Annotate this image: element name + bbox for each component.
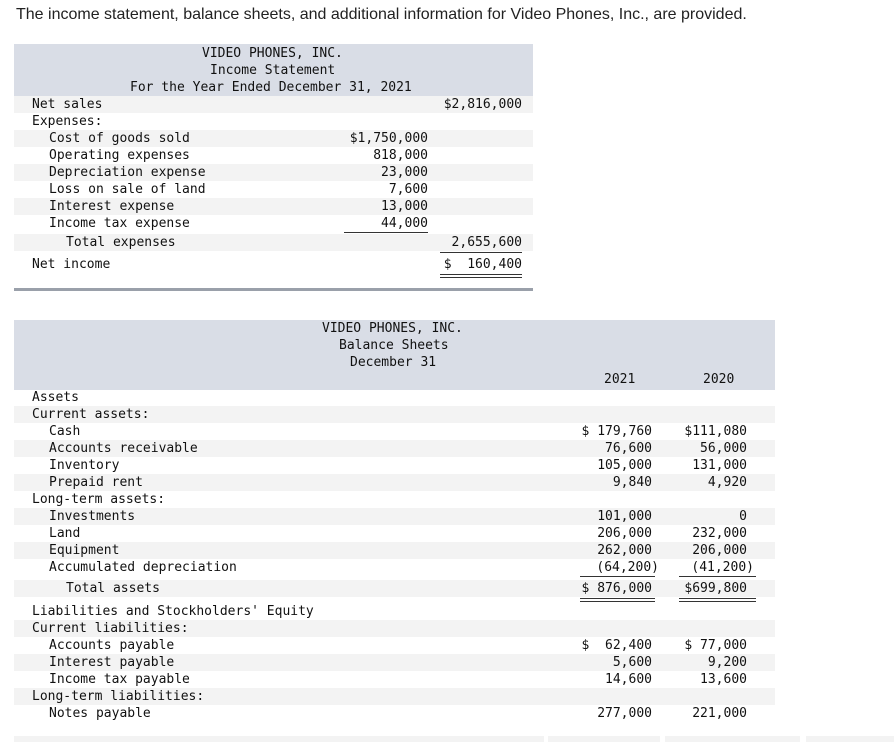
bs-row-land bbox=[14, 525, 775, 542]
bs-row-inventory bbox=[14, 457, 775, 474]
bs-label: Income tax payable bbox=[49, 672, 190, 687]
bs-label: Inventory bbox=[49, 458, 120, 473]
bs-row-notes bbox=[14, 705, 775, 722]
expense-value: 44,000 bbox=[381, 216, 428, 231]
acc-dep-underline-2021 bbox=[580, 576, 655, 577]
bs-value-2021: 101,000 bbox=[597, 509, 652, 524]
total-expenses-label: Total expenses bbox=[66, 235, 176, 250]
bs-value-2021: $ 876,000 bbox=[581, 581, 652, 596]
bs-value-2021: 206,000 bbox=[597, 526, 652, 541]
bs-row-long-term-liabilities bbox=[14, 688, 775, 705]
bs-row-assets bbox=[14, 389, 775, 406]
expense-label: Income tax expense bbox=[49, 216, 190, 231]
liabilities-heading: Liabilities and Stockholders' Equity bbox=[32, 604, 314, 619]
is-row-expense bbox=[14, 181, 533, 198]
expense-label: Loss on sale of land bbox=[49, 182, 206, 197]
bs-value-2020: 131,000 bbox=[692, 458, 747, 473]
bs-value-2020: 232,000 bbox=[692, 526, 747, 541]
is-row-expense bbox=[14, 130, 533, 147]
bs-value-2021: 277,000 bbox=[597, 706, 652, 721]
bs-label: Investments bbox=[49, 509, 136, 524]
bs-value-2020: 13,600 bbox=[700, 672, 747, 687]
total-assets-double-underline-2021a bbox=[580, 598, 655, 599]
bs-value-2021: 76,600 bbox=[605, 441, 652, 456]
net-sales-value: $2,816,000 bbox=[443, 97, 522, 112]
bs-company: VIDEO PHONES, INC. bbox=[322, 321, 463, 336]
bs-value-2020: 0 bbox=[739, 509, 747, 524]
bs-label: Accounts payable bbox=[49, 638, 175, 653]
bs-row-current-assets bbox=[14, 406, 775, 423]
intro-text: The income statement, balance sheets, and additional information for Video Phones, Inc., are provided. bbox=[16, 6, 747, 23]
bs-value-2020: $111,080 bbox=[684, 424, 747, 439]
bs-value-2021: 9,840 bbox=[612, 475, 652, 490]
bs-value-2021: 262,000 bbox=[597, 543, 652, 558]
expense-label: Cost of goods sold bbox=[49, 131, 190, 146]
bs-value-2020: (41,200) bbox=[691, 560, 754, 575]
net-income-label: Net income bbox=[32, 257, 111, 272]
is-row-net-sales bbox=[14, 96, 533, 113]
bs-value-2021: $ 179,760 bbox=[581, 424, 652, 439]
expense-label: Interest expense bbox=[49, 199, 175, 214]
bs-label: Total assets bbox=[66, 581, 160, 596]
bs-value-2020: 56,000 bbox=[700, 441, 747, 456]
bs-value-2021: 105,000 bbox=[597, 458, 652, 473]
total-assets-double-underline-2021b bbox=[580, 601, 655, 602]
bs-value-2020: $699,800 bbox=[684, 581, 747, 596]
is-row-expense bbox=[14, 215, 533, 232]
bs-footer-strip bbox=[806, 736, 894, 742]
bs-row-total-assets bbox=[14, 580, 775, 597]
bs-label: Prepaid rent bbox=[49, 475, 143, 490]
expenses-underline bbox=[344, 232, 428, 233]
long-term-liabilities-heading: Long-term liabilities: bbox=[32, 689, 205, 704]
is-title: Income Statement bbox=[210, 63, 336, 78]
bs-label: Notes payable bbox=[49, 706, 151, 721]
bs-label: Land bbox=[49, 526, 81, 541]
expenses-label: Expenses: bbox=[32, 114, 103, 129]
is-row-expense bbox=[14, 147, 533, 164]
expense-label: Operating expenses bbox=[49, 148, 190, 163]
bs-row-equipment bbox=[14, 542, 775, 559]
bs-footer-strip bbox=[665, 736, 800, 742]
bs-row-prepaid bbox=[14, 474, 775, 491]
bs-row-ap bbox=[14, 637, 775, 654]
is-row-expenses bbox=[14, 113, 533, 130]
bs-row-ar bbox=[14, 440, 775, 457]
bs-row-acc-dep bbox=[14, 559, 775, 576]
total-assets-double-underline-2020b bbox=[679, 601, 756, 602]
expense-value: $1,750,000 bbox=[349, 131, 428, 146]
bs-date: December 31 bbox=[350, 355, 437, 370]
bs-title: Balance Sheets bbox=[339, 338, 449, 353]
is-row-total-expenses bbox=[14, 234, 533, 251]
bs-row-interest-payable bbox=[14, 654, 775, 671]
expense-value: 7,600 bbox=[388, 182, 428, 197]
bs-row-liab-header bbox=[14, 603, 775, 620]
net-sales-label: Net sales bbox=[32, 97, 103, 112]
bs-footer-strip bbox=[548, 736, 660, 742]
bs-label: Interest payable bbox=[49, 655, 175, 670]
bs-year-2021: 2021 bbox=[604, 372, 636, 387]
bs-year-2020: 2020 bbox=[703, 372, 735, 387]
expense-value: 13,000 bbox=[381, 199, 428, 214]
is-period: For the Year Ended December 31, 2021 bbox=[130, 80, 412, 95]
current-assets-heading: Current assets: bbox=[32, 407, 150, 422]
is-row-expense bbox=[14, 198, 533, 215]
bs-value-2021: (64,200) bbox=[596, 560, 659, 575]
acc-dep-underline-2020 bbox=[679, 576, 756, 577]
total-expenses-underline bbox=[440, 252, 522, 253]
bs-row-current-liabilities bbox=[14, 620, 775, 637]
income-statement-bottom-border bbox=[14, 288, 533, 291]
is-row-net-income bbox=[14, 256, 533, 273]
bs-label: Accounts receivable bbox=[49, 441, 198, 456]
net-income-value: $ 160,400 bbox=[443, 257, 522, 272]
is-row-expense bbox=[14, 164, 533, 181]
bs-value-2020: $ 77,000 bbox=[684, 638, 747, 653]
bs-value-2020: 221,000 bbox=[692, 706, 747, 721]
bs-row-investments bbox=[14, 508, 775, 525]
expense-value: 818,000 bbox=[373, 148, 428, 163]
bs-value-2021: 5,600 bbox=[612, 655, 652, 670]
bs-value-2020: 4,920 bbox=[707, 475, 747, 490]
expense-value: 23,000 bbox=[381, 165, 428, 180]
bs-row-tax-payable bbox=[14, 671, 775, 688]
long-term-assets-heading: Long-term assets: bbox=[32, 492, 166, 507]
bs-value-2020: 206,000 bbox=[692, 543, 747, 558]
total-assets-double-underline-2020a bbox=[679, 598, 756, 599]
bs-value-2020: 9,200 bbox=[707, 655, 747, 670]
bs-row-cash bbox=[14, 423, 775, 440]
bs-row-long-term-assets bbox=[14, 491, 775, 508]
assets-heading: Assets bbox=[32, 390, 79, 405]
bs-label: Accumulated depreciation bbox=[49, 560, 237, 575]
bs-label: Equipment bbox=[49, 543, 120, 558]
bs-label: Cash bbox=[49, 424, 81, 439]
current-liabilities-heading: Current liabilities: bbox=[32, 621, 189, 636]
is-company: VIDEO PHONES, INC. bbox=[202, 46, 343, 61]
total-expenses-value: 2,655,600 bbox=[451, 235, 522, 250]
expense-label: Depreciation expense bbox=[49, 165, 206, 180]
net-income-double-underline-2 bbox=[440, 277, 522, 278]
bs-value-2021: 14,600 bbox=[605, 672, 652, 687]
net-income-double-underline-1 bbox=[440, 274, 522, 275]
bs-value-2021: $ 62,400 bbox=[581, 638, 652, 653]
bs-footer-strip bbox=[14, 736, 544, 742]
